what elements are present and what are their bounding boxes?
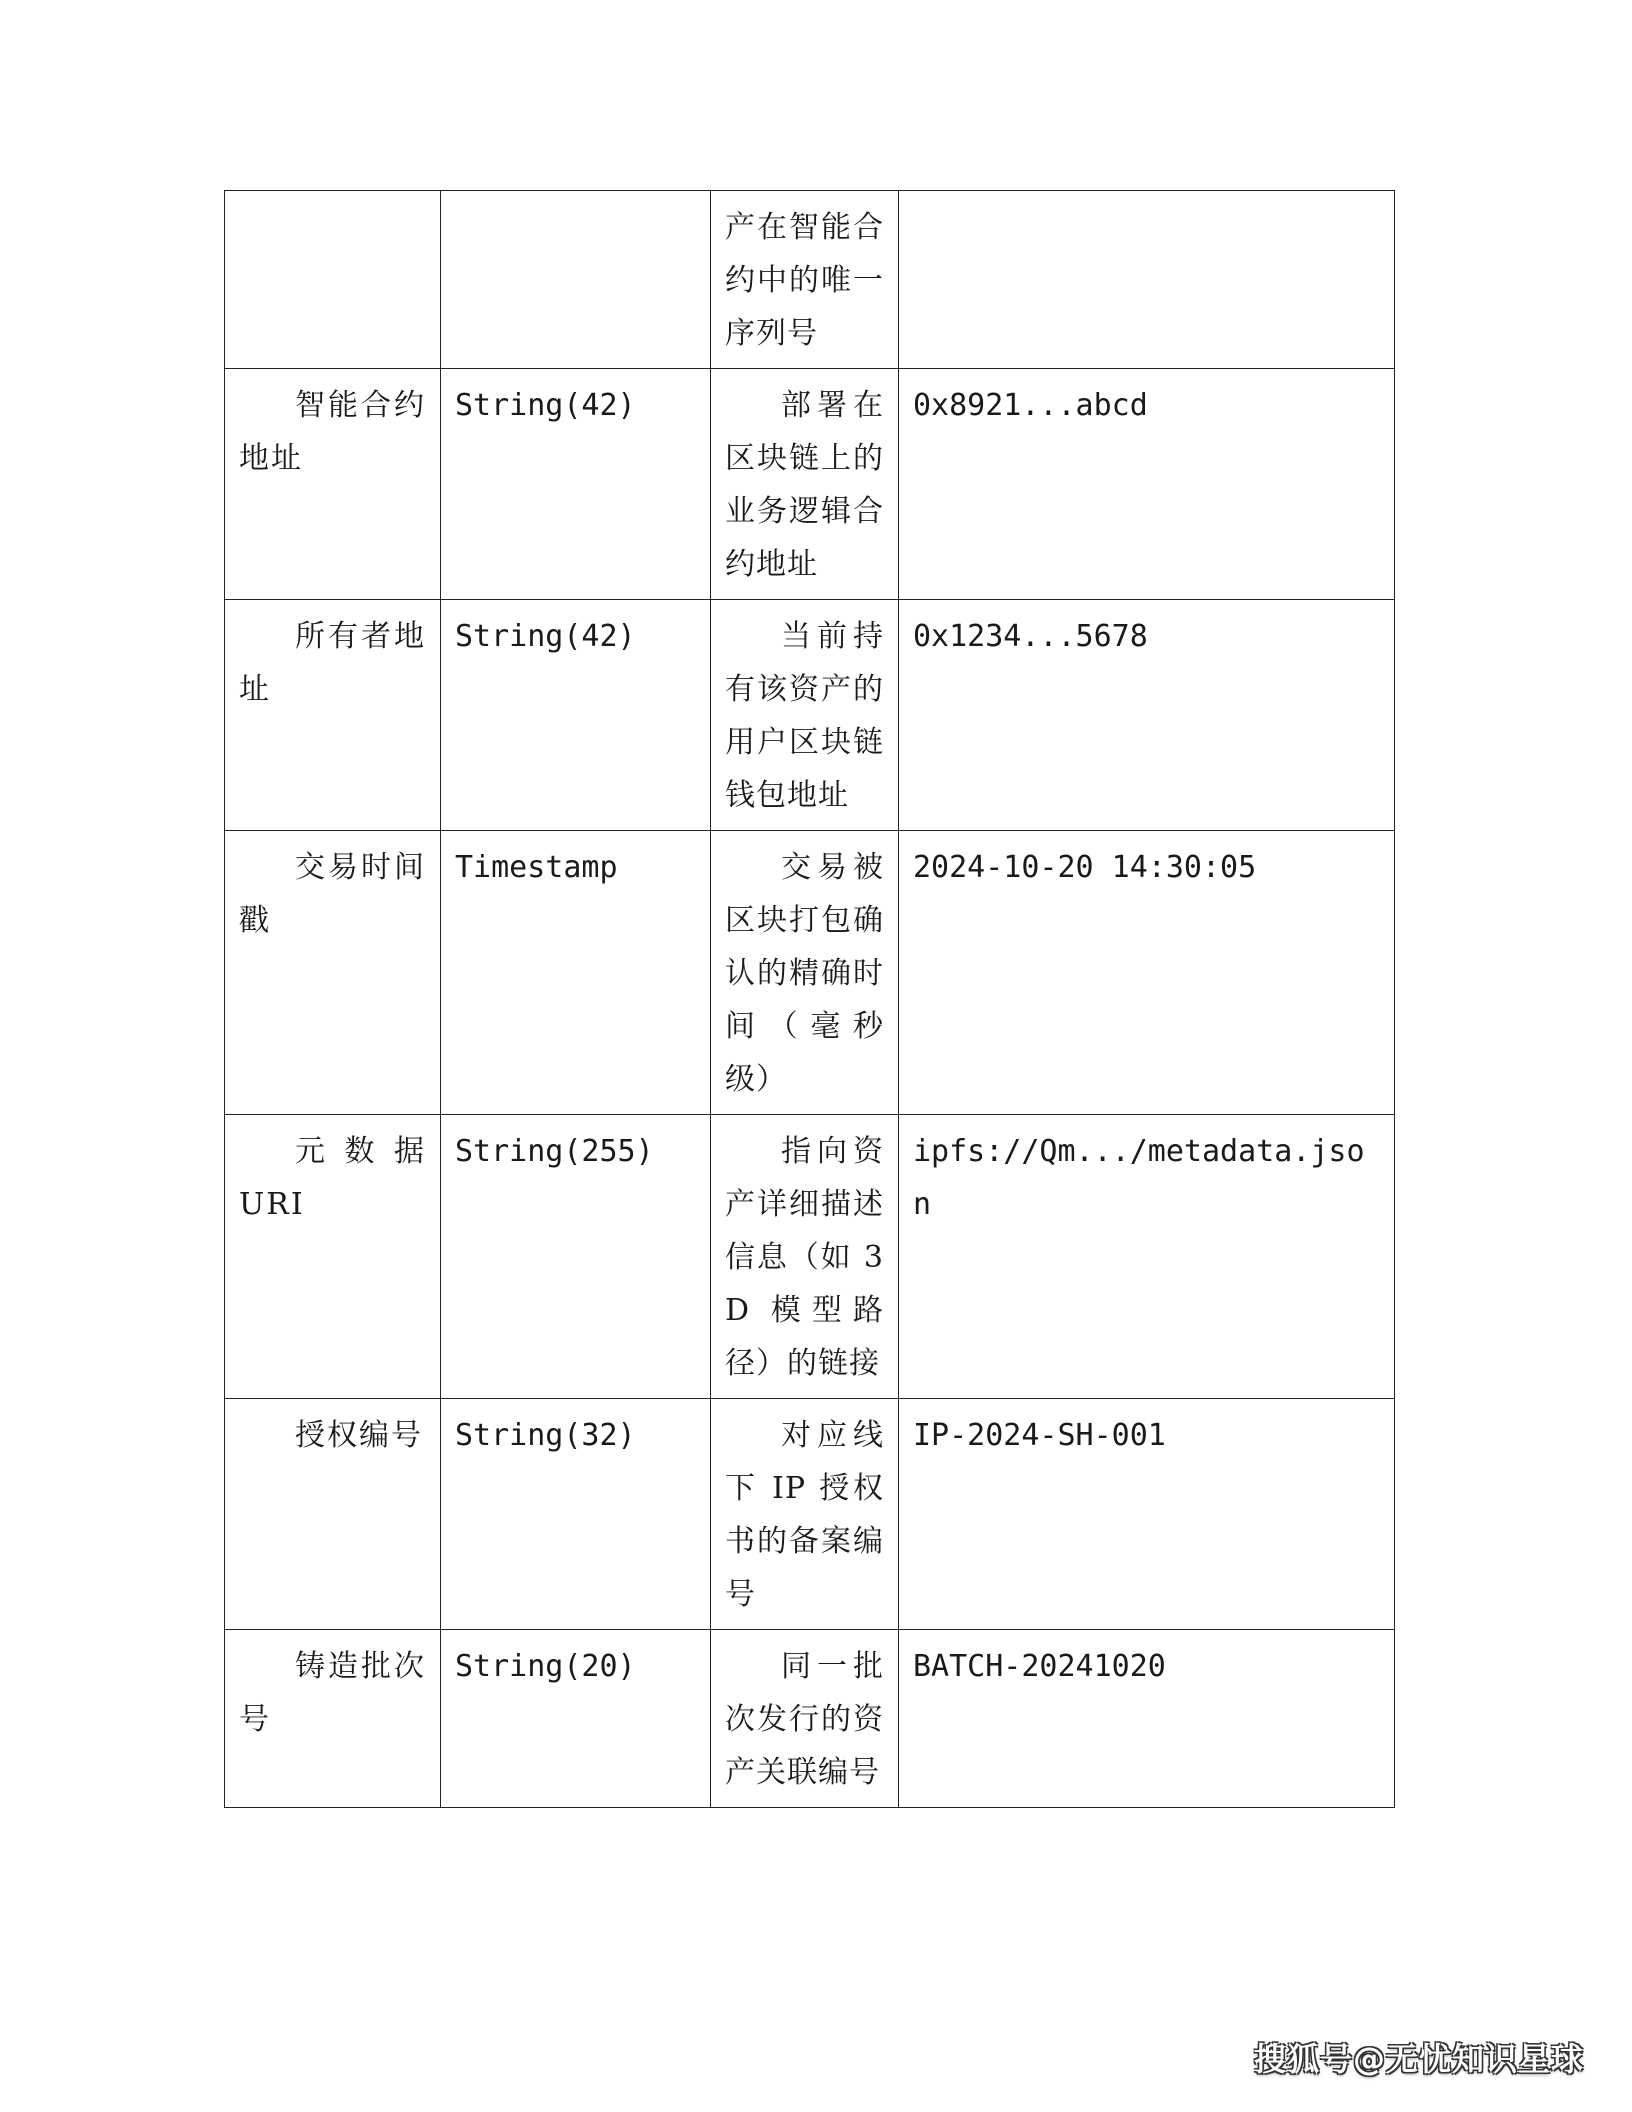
- field-description-cell: 对应线下 IP 授权书的备案编号: [711, 1399, 899, 1630]
- field-description-cell: 同一批次发行的资产关联编号: [711, 1630, 899, 1808]
- field-description-cell: 指向资产详细描述信息（如 3D 模型路径）的链接: [711, 1115, 899, 1399]
- field-description-cell: 当前持有该资产的用户区块链钱包地址: [711, 600, 899, 831]
- field-description-cell: 交易被区块打包确认的精确时间（毫秒级）: [711, 831, 899, 1115]
- field-type-cell: Timestamp: [441, 831, 711, 1115]
- table-row: [225, 369, 1395, 600]
- table-row: [225, 600, 1395, 831]
- field-type-cell: String(42): [441, 369, 711, 600]
- field-name-cell: 授权编号: [225, 1399, 441, 1630]
- table-row: [225, 1630, 1395, 1808]
- field-example-cell: BATCH-20241020: [899, 1630, 1395, 1808]
- field-type-cell: [441, 191, 711, 369]
- field-type-cell: String(42): [441, 600, 711, 831]
- watermark-text: 搜狐号@无忧知识星球: [1253, 2040, 1584, 2078]
- field-name-cell: 元 数 据 URI: [225, 1115, 441, 1399]
- field-name-cell: 铸造批次号: [225, 1630, 441, 1808]
- field-type-cell: String(255): [441, 1115, 711, 1399]
- field-type-cell: String(32): [441, 1399, 711, 1630]
- field-name-cell: 智能合约地址: [225, 369, 441, 600]
- field-example-cell: 0x1234...5678: [899, 600, 1395, 831]
- field-name-cell: 交易时间戳: [225, 831, 441, 1115]
- field-example-cell: [899, 191, 1395, 369]
- table-row: [225, 831, 1395, 1115]
- table-row: [225, 191, 1395, 369]
- field-example-cell: ipfs://Qm.../metadata.json: [899, 1115, 1395, 1399]
- field-name-cell: 所有者地址: [225, 600, 441, 831]
- field-example-cell: 0x8921...abcd: [899, 369, 1395, 600]
- field-description-cell: 部署在区块链上的业务逻辑合约地址: [711, 369, 899, 600]
- table-row: [225, 1399, 1395, 1630]
- table-row: [225, 1115, 1395, 1399]
- field-type-cell: String(20): [441, 1630, 711, 1808]
- field-name-cell: [225, 191, 441, 369]
- field-example-cell: 2024-10-20 14:30:05: [899, 831, 1395, 1115]
- field-example-cell: IP-2024-SH-001: [899, 1399, 1395, 1630]
- field-description-cell: 产在智能合约中的唯一序列号: [711, 191, 899, 369]
- field-spec-table: [224, 190, 1395, 1808]
